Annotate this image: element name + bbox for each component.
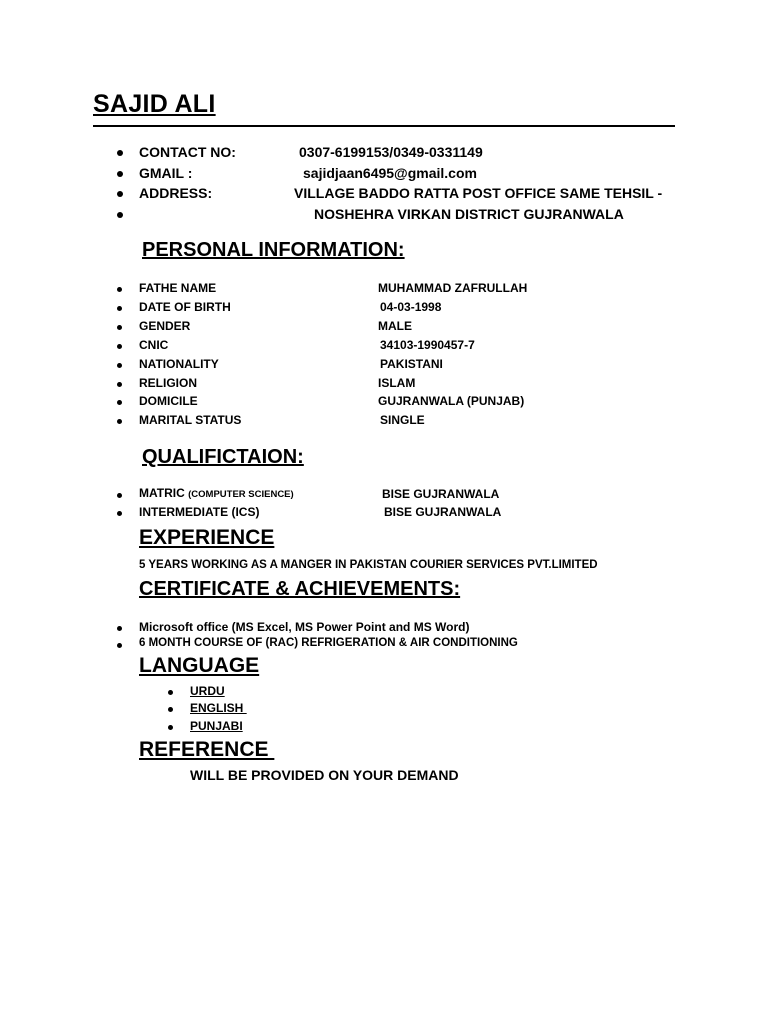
qualification-label — [139, 486, 294, 500]
bullet — [117, 511, 122, 516]
personal-label: DOMICILE — [139, 394, 198, 408]
contact-value: 0307-6199153/0349-0331149 — [299, 144, 483, 160]
bullet — [168, 707, 173, 712]
reference-text: WILL BE PROVIDED ON YOUR DEMAND — [190, 767, 459, 783]
personal-label: GENDER — [139, 319, 191, 333]
gmail-value: sajidjaan6495@gmail.com — [303, 165, 477, 181]
bullet — [117, 626, 122, 631]
personal-label: CNIC — [139, 338, 169, 352]
bullet — [117, 171, 123, 177]
personal-label: FATHE NAME — [139, 281, 217, 295]
personal-value: MUHAMMAD ZAFRULLAH — [378, 281, 528, 295]
bullet — [117, 325, 122, 330]
bullet — [117, 400, 122, 405]
bullet — [168, 725, 173, 730]
reference-heading: REFERENCE — [139, 738, 275, 761]
bullet — [117, 419, 122, 424]
personal-label: NATIONALITY — [139, 357, 219, 371]
bullet — [117, 363, 122, 368]
language-item: ENGLISH — [190, 701, 247, 715]
language-item: URDU — [190, 684, 225, 698]
certificate-item: Microsoft office (MS Excel, MS Power Point and MS Word) — [139, 620, 470, 634]
qualification-board: BISE GUJRANWALA — [382, 487, 500, 501]
qualification-degree: MATRIC — [139, 486, 185, 500]
bullet — [117, 287, 122, 292]
personal-value: GUJRANWALA (PUNJAB) — [378, 394, 525, 408]
address-label: ADDRESS: — [139, 185, 213, 201]
bullet — [117, 306, 122, 311]
language-item: PUNJABI — [190, 719, 243, 733]
bullet — [168, 690, 173, 695]
resume-name: SAJID ALI — [93, 90, 216, 118]
bullet — [117, 191, 123, 197]
personal-value: SINGLE — [380, 413, 425, 427]
certificates-heading: CERTIFICATE & ACHIEVEMENTS: — [139, 578, 461, 600]
header-rule — [93, 125, 675, 127]
bullet — [117, 643, 122, 648]
personal-value: PAKISTANI — [380, 357, 443, 371]
personal-value: 04-03-1998 — [380, 300, 442, 314]
gmail-label: GMAIL : — [139, 165, 193, 181]
bullet — [117, 150, 123, 156]
personal-heading: PERSONAL INFORMATION: — [142, 239, 405, 261]
personal-value: 34103-1990457-7 — [380, 338, 475, 352]
qualification-board: BISE GUJRANWALA — [384, 505, 502, 519]
bullet — [117, 344, 122, 349]
bullet — [117, 382, 122, 387]
qualification-note: (COMPUTER SCIENCE) — [188, 489, 294, 500]
address-value-line2: NOSHEHRA VIRKAN DISTRICT GUJRANWALA — [314, 206, 624, 222]
experience-heading: EXPERIENCE — [139, 526, 275, 549]
experience-text: 5 YEARS WORKING AS A MANGER IN PAKISTAN COURIER SERVICES PVT.LIMITED — [139, 559, 598, 571]
contact-label: CONTACT NO: — [139, 144, 236, 160]
qualification-heading: QUALIFICTAION: — [142, 446, 304, 468]
address-value: VILLAGE BADDO RATTA POST OFFICE SAME TEHSIL - — [294, 185, 663, 201]
personal-value: MALE — [378, 319, 412, 333]
qualification-label: INTERMEDIATE (ICS) — [139, 505, 260, 519]
bullet — [117, 212, 123, 218]
personal-label: DATE OF BIRTH — [139, 300, 231, 314]
bullet — [117, 493, 122, 498]
personal-label: MARITAL STATUS — [139, 413, 242, 427]
language-heading: LANGUAGE — [139, 654, 260, 677]
certificate-item: 6 MONTH COURSE OF (RAC) REFRIGERATION & AIR CONDITIONING — [139, 637, 518, 649]
personal-label: RELIGION — [139, 376, 198, 390]
personal-value: ISLAM — [378, 376, 416, 390]
